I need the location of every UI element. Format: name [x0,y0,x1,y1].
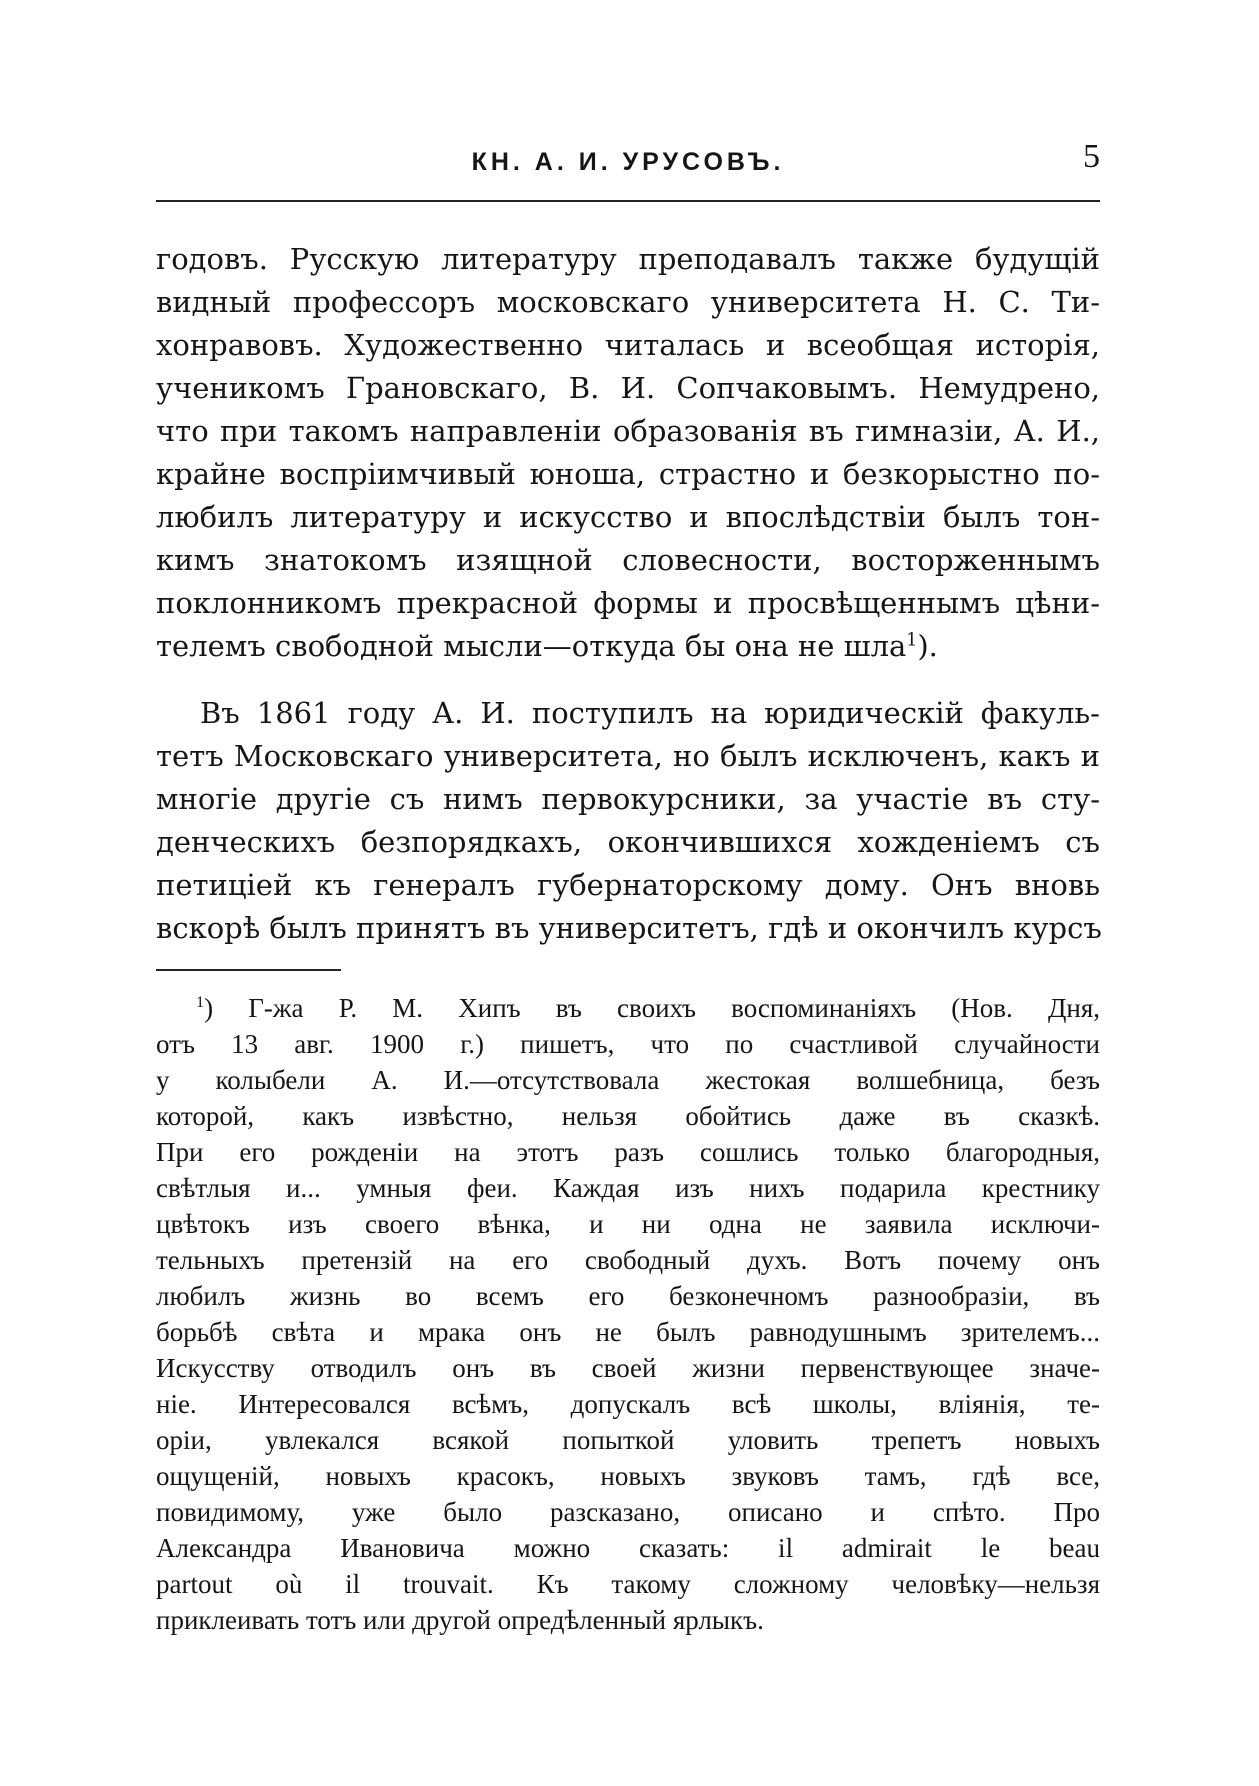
footnote-line: partout où il trouvait. Къ такому сложному человѣку—нельзя [156,1569,1100,1599]
footnote [156,990,1100,1638]
footnote-line: повидимому, уже было разсказано, описано и спѣто. Про [156,1497,1100,1527]
footnote-line: ніе. Интересовался всѣмъ, допускалъ всѣ школы, вліянія, те- [156,1389,1100,1419]
text-line: тетъ Московскаго университета, но былъ исключенъ, какъ и [156,739,1100,773]
footnote-line: ощущеній, новыхъ красокъ, новыхъ звуковъ тамъ, гдѣ все, [156,1461,1100,1491]
footnote-line: любилъ жизнь во всемъ его безконечномъ разнообразіи, въ [156,1281,1100,1311]
footnote-line: свѣтлыя и... умныя феи. Каждая изъ нихъ подарила крестнику [156,1173,1100,1203]
footnote-line: Александра Ивановича можно сказать: il admirait le beau [156,1533,1100,1563]
footnote-line-content: ) Г-жа Р. М. Хипъ въ своихъ воспоминаніяхъ (Нов. Дня, [204,993,1100,1023]
text-line: вскорѣ былъ принятъ въ университетъ, гдѣ и окончилъ курсъ [156,911,1102,945]
text-line: видный профессоръ московскаго университета Н. С. Ти- [156,285,1100,319]
footnote-line: цвѣтокъ изъ своего вѣнка, и ни одна не заявила исключи- [156,1209,1100,1239]
main-text [156,238,1100,950]
paragraph-2 [156,692,1100,950]
text-line: петиціей къ генералъ губернаторскому дому. Онъ вновь [156,868,1100,902]
running-head: КН. А. И. УРУСОВЪ. [471,148,785,176]
footnote-line: При его рожденіи на этотъ разъ сошлись только благородныя, [156,1137,1100,1167]
text-line: крайне воспріимчивый юноша, страстно и безкорыстно по- [156,457,1100,491]
text-line-tail: ). [917,629,938,663]
footnote-reference[interactable]: 1 [906,630,918,651]
footnote-marker: 1 [196,993,205,1011]
text-line: денческихъ безпорядкахъ, окончившихся хожденіемъ съ [156,825,1100,859]
page-number: 5 [1083,138,1100,175]
text-line: поклонникомъ прекрасной формы и просвѣщеннымъ цѣни- [156,586,1100,620]
text-line: годовъ. Русскую литературу преподавалъ также будущій [156,242,1100,276]
footnote-line: отъ 13 авг. 1900 г.) пишетъ, что по счастливой случайности [156,1029,1100,1059]
footnote-line: тельныхъ претензій на его свободный духъ. Вотъ почему онъ [156,1245,1100,1275]
footnote-line: которой, какъ извѣстно, нельзя обойтись даже въ сказкѣ. [156,1101,1100,1131]
header-rule [156,200,1100,202]
text-line: любилъ литературу и искусство и впослѣдствіи былъ тон- [156,500,1100,534]
paragraph-1 [156,238,1100,668]
text-line: многіе другіе съ нимъ первокурсники, за участіе въ сту- [156,782,1100,816]
footnote-rule [156,969,341,971]
text-line-content: телемъ свободной мысли—откуда бы она не шла [156,629,907,663]
footnote-line: Искусству отводилъ онъ въ своей жизни первенствующее значе- [156,1353,1100,1383]
footnote-line [156,990,1100,1026]
text-line: Въ 1861 году А. И. поступилъ на юридическій факуль- [200,696,1100,730]
text-line: что при такомъ направленіи образованія въ гимназіи, А. И., [156,414,1100,448]
text-line-last [156,625,1100,668]
text-line: ученикомъ Грановскаго, В. И. Сопчаковымъ. Немудрено, [156,371,1100,405]
page-header [156,138,1100,178]
footnote-line: оріи, увлекался всякой попыткой уловить трепетъ новыхъ [156,1425,1100,1455]
footnote-line-last: приклеивать тотъ или другой опредѣленный ярлыкъ. [156,1605,764,1635]
footnote-line: борьбѣ свѣта и мрака онъ не былъ равнодушнымъ зрителемъ... [156,1317,1100,1347]
footnote-line: у колыбели А. И.—отсутствовала жестокая волшебница, безъ [156,1065,1100,1095]
text-line: кимъ знатокомъ изящной словесности, восторженнымъ [156,543,1100,577]
text-line: хонравовъ. Художественно читалась и всеобщая исторія, [156,328,1100,362]
